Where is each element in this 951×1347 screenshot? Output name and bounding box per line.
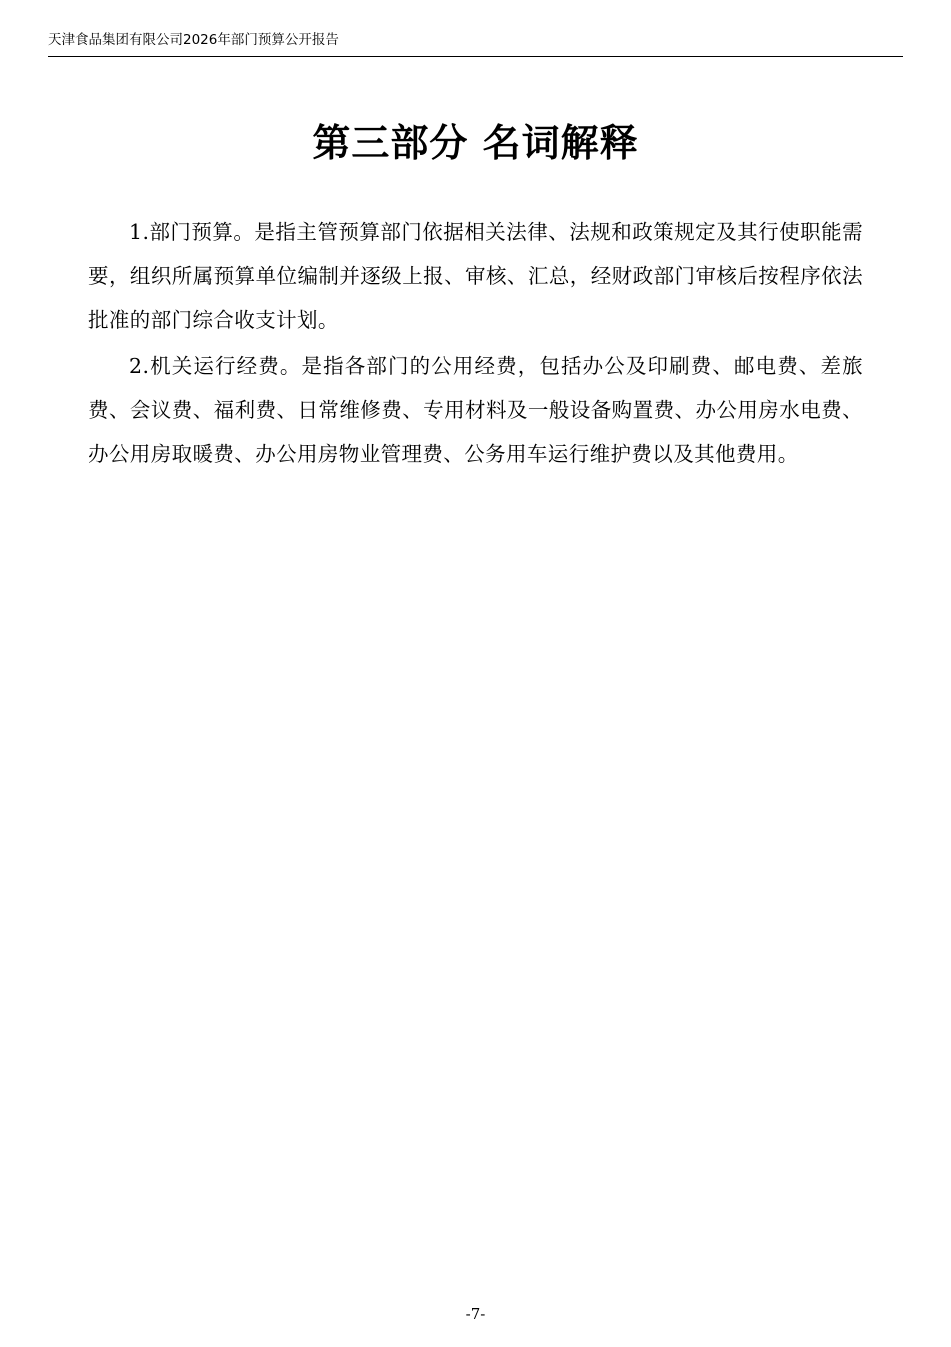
page-number: -7- [465, 1305, 486, 1323]
paragraph-definition-operating-expenses: 2.机关运行经费。是指各部门的公用经费，包括办公及印刷费、邮电费、差旅费、会议费、福利费、日常维修费、专用材料及一般设备购置费、办公用房水电费、办公用房取暖费、办公用房物业管理费、公务用车运行维护费以及其他费用。 [88, 354, 863, 466]
page-header [48, 30, 903, 62]
header-divider [48, 56, 903, 57]
page-title: 第三部分 名词解释 [312, 120, 639, 165]
running-title: 天津食品集团有限公司2026年部门预算公开报告 [48, 32, 339, 48]
paragraph-definition-budget: 1.部门预算。是指主管预算部门依据相关法律、法规和政策规定及其行使职能需要，组织所属预算单位编制并逐级上报、审核、汇总，经财政部门审核后按程序依法批准的部门综合收支计划。 [88, 220, 863, 332]
page-content [88, 100, 863, 478]
body-text [88, 210, 863, 476]
